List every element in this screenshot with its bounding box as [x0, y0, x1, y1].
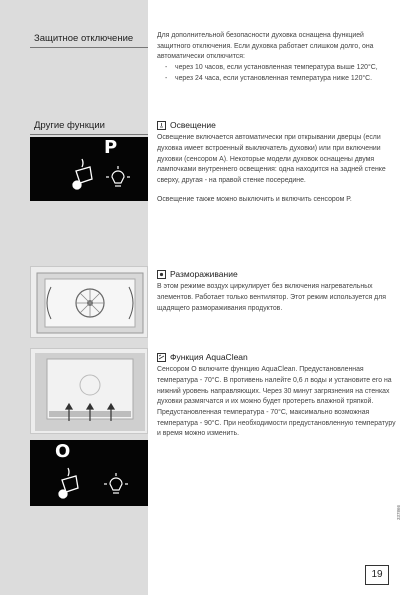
lamp-icon — [157, 121, 166, 130]
aquaclean-icon — [157, 353, 166, 362]
control-panel-p — [30, 137, 148, 201]
panel-icons-p — [30, 137, 148, 201]
sensor-letter-o: O — [55, 441, 71, 462]
defrost-heading — [157, 268, 397, 281]
lighting-title: Освещение — [170, 120, 216, 130]
section-label-safety: Защитное отключение — [34, 33, 134, 44]
panel-icons-o — [30, 440, 148, 506]
list-item: - через 24 часа, если установленная температура ниже 120°C. — [167, 74, 397, 85]
defrost-text: В этом режиме воздух циркулирует без включения нагревательных элементов. Работает только вентилятор. Этот режим используется для щадящего размораживания продуктов. — [157, 283, 386, 312]
aquaclean-block — [157, 351, 397, 440]
oven-aquaclean-photo — [30, 348, 148, 434]
sensor-letter-p: P — [104, 137, 118, 158]
aquaclean-heading — [157, 351, 397, 364]
aquaclean-para-1: Сенсором O включите функцию AquaClean. Предустановленная температура - 70°C. В противень налейте 0,6 л воды и установите его на нижний уровень направляющих. Через 30 минут загрязнения на стенках духовки размягчатся и их можно будет протереть влажной тряпкой. — [157, 366, 392, 406]
defrost-title: Размораживание — [170, 269, 238, 279]
lighting-block — [157, 119, 397, 205]
lamp-icon — [104, 473, 128, 493]
list-item: - через 10 часов, если установленная температура выше 120°C, — [167, 63, 397, 74]
pot-steam-icon — [59, 468, 78, 498]
section-divider — [30, 134, 148, 135]
oven-fan-photo — [30, 266, 148, 338]
page-number: 19 — [365, 565, 389, 585]
lighting-para-1: Освещение включается автоматически при открывании дверцы (если духовка имеет встроенный выключатель духовки) или при включении духовки (сенсором A). Некоторые модели духовок оснащены двумя лампочками внутреннего освещения: одна находится на задней стенке сверху, другая - на правой стенке посередине. — [157, 134, 386, 184]
safety-list — [157, 63, 397, 84]
fan-icon — [157, 270, 166, 279]
lighting-para-2: Освещение также можно выключить и включить сенсором P. — [157, 195, 352, 203]
aquaclean-para-2: Предустановленная температура - 70°C, максимально возможная температура - 90°C. При необходимости предустановленную температуру и время можно изменить. — [157, 408, 396, 438]
side-code: 337866 — [396, 504, 401, 520]
section-label-other: Другие функции — [34, 120, 105, 131]
safety-intro: Для дополнительной безопасности духовка оснащена функцией защитного отключения. Если духовка работает слишком долго, она автоматически отключится: — [157, 32, 374, 61]
section-divider — [30, 47, 148, 48]
pot-steam-icon — [73, 159, 92, 189]
lighting-heading — [157, 119, 397, 132]
lamp-icon — [106, 166, 130, 186]
safety-text-block — [157, 31, 397, 85]
aquaclean-title: Функция AquaClean — [170, 352, 248, 362]
defrost-block — [157, 268, 397, 314]
control-panel-o — [30, 440, 148, 506]
